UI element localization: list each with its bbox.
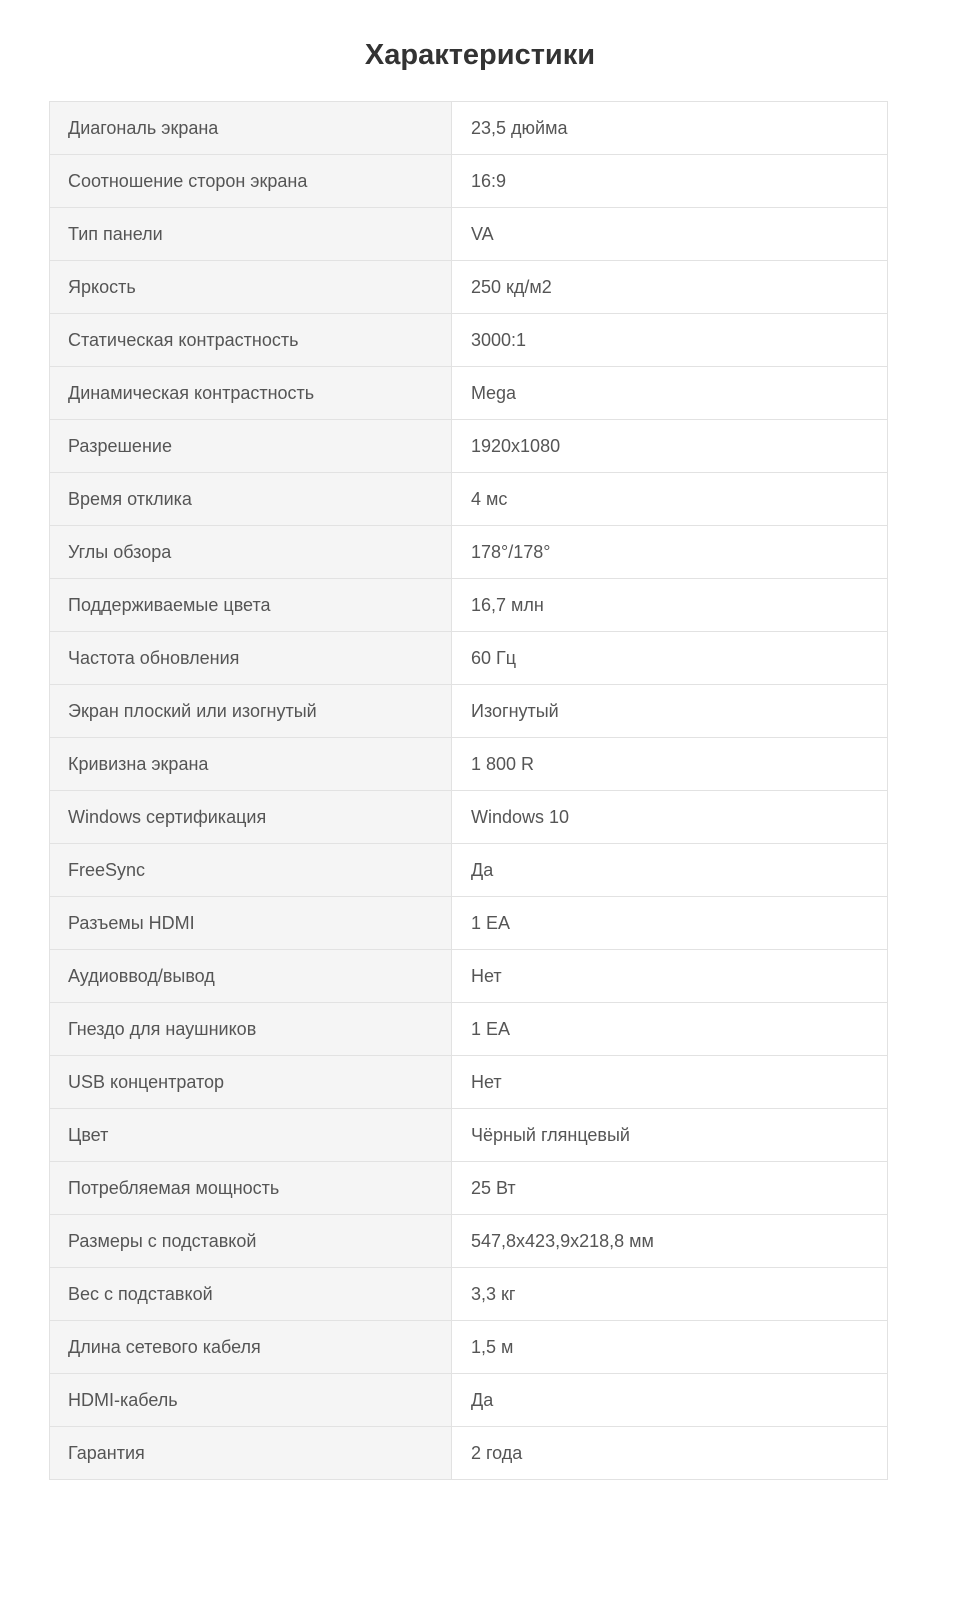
spec-label: Вес с подставкой — [50, 1268, 452, 1321]
spec-label: Гнездо для наушников — [50, 1003, 452, 1056]
spec-value: 23,5 дюйма — [452, 102, 888, 155]
spec-label: Длина сетевого кабеля — [50, 1321, 452, 1374]
spec-label: Яркость — [50, 261, 452, 314]
table-row — [50, 791, 888, 844]
spec-label: Гарантия — [50, 1427, 452, 1480]
table-row — [50, 1215, 888, 1268]
table-row — [50, 367, 888, 420]
spec-value: 16:9 — [452, 155, 888, 208]
spec-label: HDMI-кабель — [50, 1374, 452, 1427]
spec-label: Аудиоввод/вывод — [50, 950, 452, 1003]
spec-value: 2 года — [452, 1427, 888, 1480]
spec-label: Соотношение сторон экрана — [50, 155, 452, 208]
spec-value: Нет — [452, 1056, 888, 1109]
spec-value: Mega — [452, 367, 888, 420]
table-row — [50, 950, 888, 1003]
table-row — [50, 1003, 888, 1056]
spec-label: Кривизна экрана — [50, 738, 452, 791]
spec-value: 60 Гц — [452, 632, 888, 685]
table-row — [50, 261, 888, 314]
spec-label: Цвет — [50, 1109, 452, 1162]
specs-table-body — [50, 102, 888, 1480]
spec-value: 1920x1080 — [452, 420, 888, 473]
table-row — [50, 102, 888, 155]
table-row — [50, 579, 888, 632]
page-title: Характеристики — [364, 39, 596, 72]
table-row — [50, 1427, 888, 1480]
table-row — [50, 1109, 888, 1162]
specs-table — [49, 101, 888, 1480]
spec-label: FreeSync — [50, 844, 452, 897]
table-row — [50, 1268, 888, 1321]
table-row — [50, 155, 888, 208]
spec-label: Экран плоский или изогнутый — [50, 685, 452, 738]
table-row — [50, 1162, 888, 1215]
spec-value: Изогнутый — [452, 685, 888, 738]
table-row — [50, 420, 888, 473]
spec-value: 1 EA — [452, 897, 888, 950]
spec-value: Нет — [452, 950, 888, 1003]
spec-value: Windows 10 — [452, 791, 888, 844]
spec-value: 1 EA — [452, 1003, 888, 1056]
spec-label: Разрешение — [50, 420, 452, 473]
spec-label: Углы обзора — [50, 526, 452, 579]
spec-value: 3,3 кг — [452, 1268, 888, 1321]
spec-label: Время отклика — [50, 473, 452, 526]
spec-label: Диагональ экрана — [50, 102, 452, 155]
spec-label: Windows сертификация — [50, 791, 452, 844]
table-row — [50, 1321, 888, 1374]
spec-value: Да — [452, 844, 888, 897]
table-row — [50, 1056, 888, 1109]
spec-value: 3000:1 — [452, 314, 888, 367]
spec-label: Частота обновления — [50, 632, 452, 685]
spec-label: Размеры с подставкой — [50, 1215, 452, 1268]
spec-label: Статическая контрастность — [50, 314, 452, 367]
table-row — [50, 897, 888, 950]
spec-value: 4 мс — [452, 473, 888, 526]
table-row — [50, 526, 888, 579]
spec-label: Тип панели — [50, 208, 452, 261]
spec-label: Поддерживаемые цвета — [50, 579, 452, 632]
spec-value: 16,7 млн — [452, 579, 888, 632]
table-row — [50, 685, 888, 738]
spec-label: Потребляемая мощность — [50, 1162, 452, 1215]
table-row — [50, 844, 888, 897]
spec-label: Разъемы HDMI — [50, 897, 452, 950]
spec-value: Чёрный глянцевый — [452, 1109, 888, 1162]
spec-value: VA — [452, 208, 888, 261]
spec-value: 547,8x423,9x218,8 мм — [452, 1215, 888, 1268]
spec-value: Да — [452, 1374, 888, 1427]
table-row — [50, 473, 888, 526]
spec-label: Динамическая контрастность — [50, 367, 452, 420]
spec-value: 1,5 м — [452, 1321, 888, 1374]
spec-value: 25 Вт — [452, 1162, 888, 1215]
spec-label: USB концентратор — [50, 1056, 452, 1109]
table-row — [50, 208, 888, 261]
spec-value: 178°/178° — [452, 526, 888, 579]
table-row — [50, 1374, 888, 1427]
spec-value: 1 800 R — [452, 738, 888, 791]
spec-value: 250 кд/м2 — [452, 261, 888, 314]
table-row — [50, 632, 888, 685]
table-row — [50, 314, 888, 367]
table-row — [50, 738, 888, 791]
